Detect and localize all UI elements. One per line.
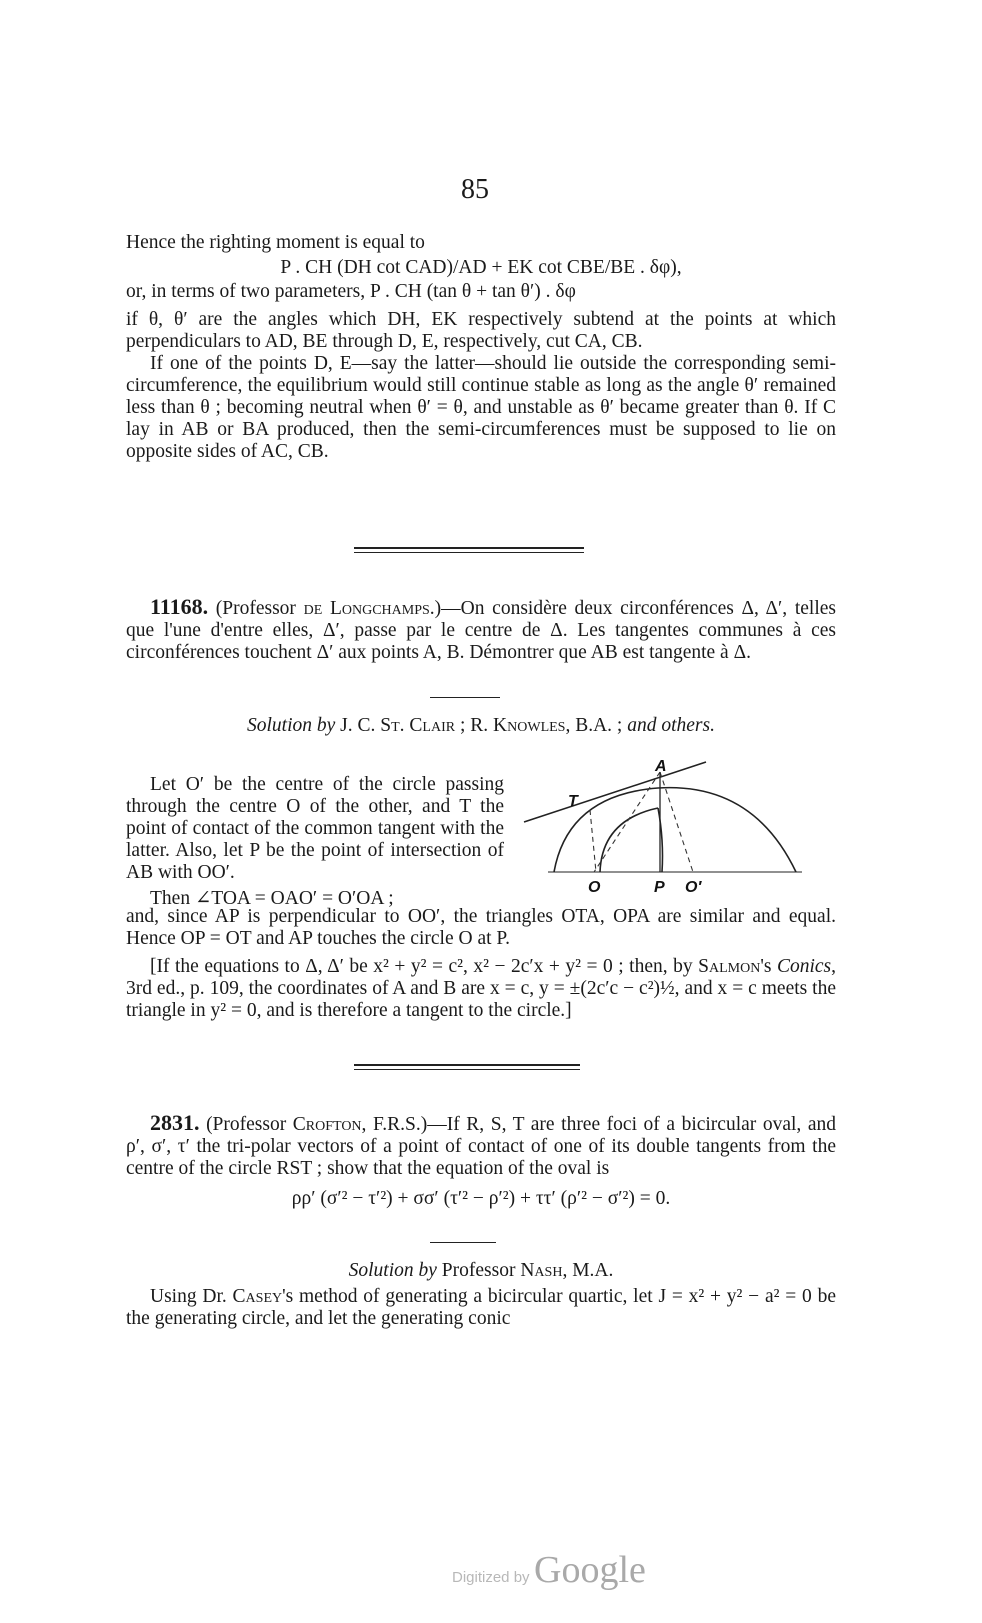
author-suffix-2831: , F.R.S.) [361,1114,428,1135]
google-logo: Google [534,1549,646,1591]
stability-paragraph: If one of the points D, E—say the latter—should lie outside the corresponding semi-circumference, the equilibrium would still continue stable as long as the angle θ′ remained less than θ ; becoming neutral when θ′ = θ, and unstable as θ′ became greater than θ. If C lay in AB or BA produced, then the semi-circumferences must be supposed to lie on opposite sides of AC, CB. [126,353,836,462]
question-2831 [126,1112,836,1212]
digitized-watermark [452,1548,646,1592]
casey-method-text: 's method of generating a bicircular quartic, let J = x² + y² − a² = 0 be the generating circle, and let the generating conic [126,1286,836,1329]
small-circle-arc [600,808,658,872]
label-A: A [655,758,667,775]
label-O: O [588,879,601,896]
casey-name: Casey [232,1286,283,1307]
author-prefix: (Professor [215,598,304,619]
label-O-prime: O′ [685,879,702,896]
author-prefix-2831: (Professor [206,1114,293,1135]
angle-equality: Then ∠TOA = OAO′ = O′OA ; [150,888,394,909]
solution-by-label: Solution by [247,715,336,736]
casey-intro: Using Dr. [150,1286,233,1307]
solution-text: Let O′ be the centre of the circle passing through the centre O of the other, and T the point of contact of the common tangent with the latter. Also, let P be the point of intersection of AB with OO′. [126,774,504,883]
conics-title: Conics [776,956,832,977]
tangent-line [524,762,706,822]
solver-st-clair: St. Clair [380,715,456,736]
moment-equation: P . CH (DH cot CAD)/AD + EK cot CBE/BE . δφ), [280,257,682,278]
bracket-note [126,956,836,1022]
salmon-name: Salmon [698,956,761,977]
section-divider-2-bottom [354,1069,580,1070]
solver-nash: Nash [520,1260,563,1281]
bracket-note-part1: [If the equations to Δ, Δ′ be x² + y² = c², x² − 2c′x + y² = 0 ; then, by [150,956,699,977]
solution-left-column [126,774,504,910]
dashed-ot [590,810,596,872]
author-name: de Longchamps. [303,598,435,619]
dashed-oa [594,772,660,872]
label-P: P [654,879,665,896]
and-others: and others. [627,715,715,736]
question-11168 [126,596,836,664]
section-divider-bottom [354,552,584,553]
solver-prefix: Professor [436,1260,521,1281]
solver-suffix: , M.A. [562,1260,614,1281]
section-divider-top [354,547,584,549]
intro-line: Hence the righting moment is equal to [126,232,425,253]
top-section [126,232,836,463]
question-number-2831: 2831. [150,1110,200,1135]
solver-degree: , B.A. ; [565,715,628,736]
page-number: 85 [461,174,489,205]
parameters-line: or, in terms of two parameters, P . CH (tan θ + tan θ′) . δφ [126,281,576,302]
solution-by-label-2: Solution by [348,1260,437,1281]
angles-paragraph: if θ, θ′ are the angles which DH, EK respectively subtend at the points at which perpendiculars to AD, BE through D, E, respectively, cut CA, CB. [126,309,836,352]
short-divider-2 [430,1242,496,1243]
solver-initials: J. C. [335,715,381,736]
oval-equation: ρρ′ (σ′² − τ′²) + σσ′ (τ′² − ρ′²) + ττ′ (ρ′² − σ′²) = 0. [291,1188,671,1209]
short-divider [430,697,500,698]
section-divider-2-top [354,1064,580,1066]
author-crofton: Crofton [292,1114,362,1135]
solver-sep: ; R. [455,715,494,736]
solver-knowles: Knowles [493,715,566,736]
similar-triangles-text: and, since AP is perpendicular to OO′, the triangles OTA, OPA are similar and equal. Hence OP = OT and AP touches the circle O at P. [126,906,836,949]
solution-2831-text [126,1286,836,1330]
solution-continued [126,906,836,1022]
question-statement-2831: —If R, S, T are three foci of a bicircular oval, and ρ′, σ′, τ′ the tri-polar vectors of a point of contact of one of its double tangents from the centre of the circle RST ; show that the equation of the oval is [126,1114,836,1179]
solution-byline-2831 [126,1260,836,1282]
solution-byline [126,715,836,737]
bracket-note-part3: , 3rd ed., p. 109, the coordinates of A and B are x = c, y = ±(2c′c − c²)½, and x = c meets the triangle in y² = 0, and is therefore a tangent to the circle.] [126,956,836,1021]
bracket-note-part2: 's [760,956,777,977]
label-T: T [568,793,578,810]
question-number: 11168. [150,594,209,619]
question-statement: )—On considère deux circonférences Δ, Δ′, telles que l'une d'entre elles, Δ′, passe par le centre de Δ. Les tangentes communes à ces circonférences touchent Δ′ aux points A, B. Démontrer que AB est tangente à Δ. [126,598,837,663]
watermark-small: Digitized by [452,1569,530,1586]
